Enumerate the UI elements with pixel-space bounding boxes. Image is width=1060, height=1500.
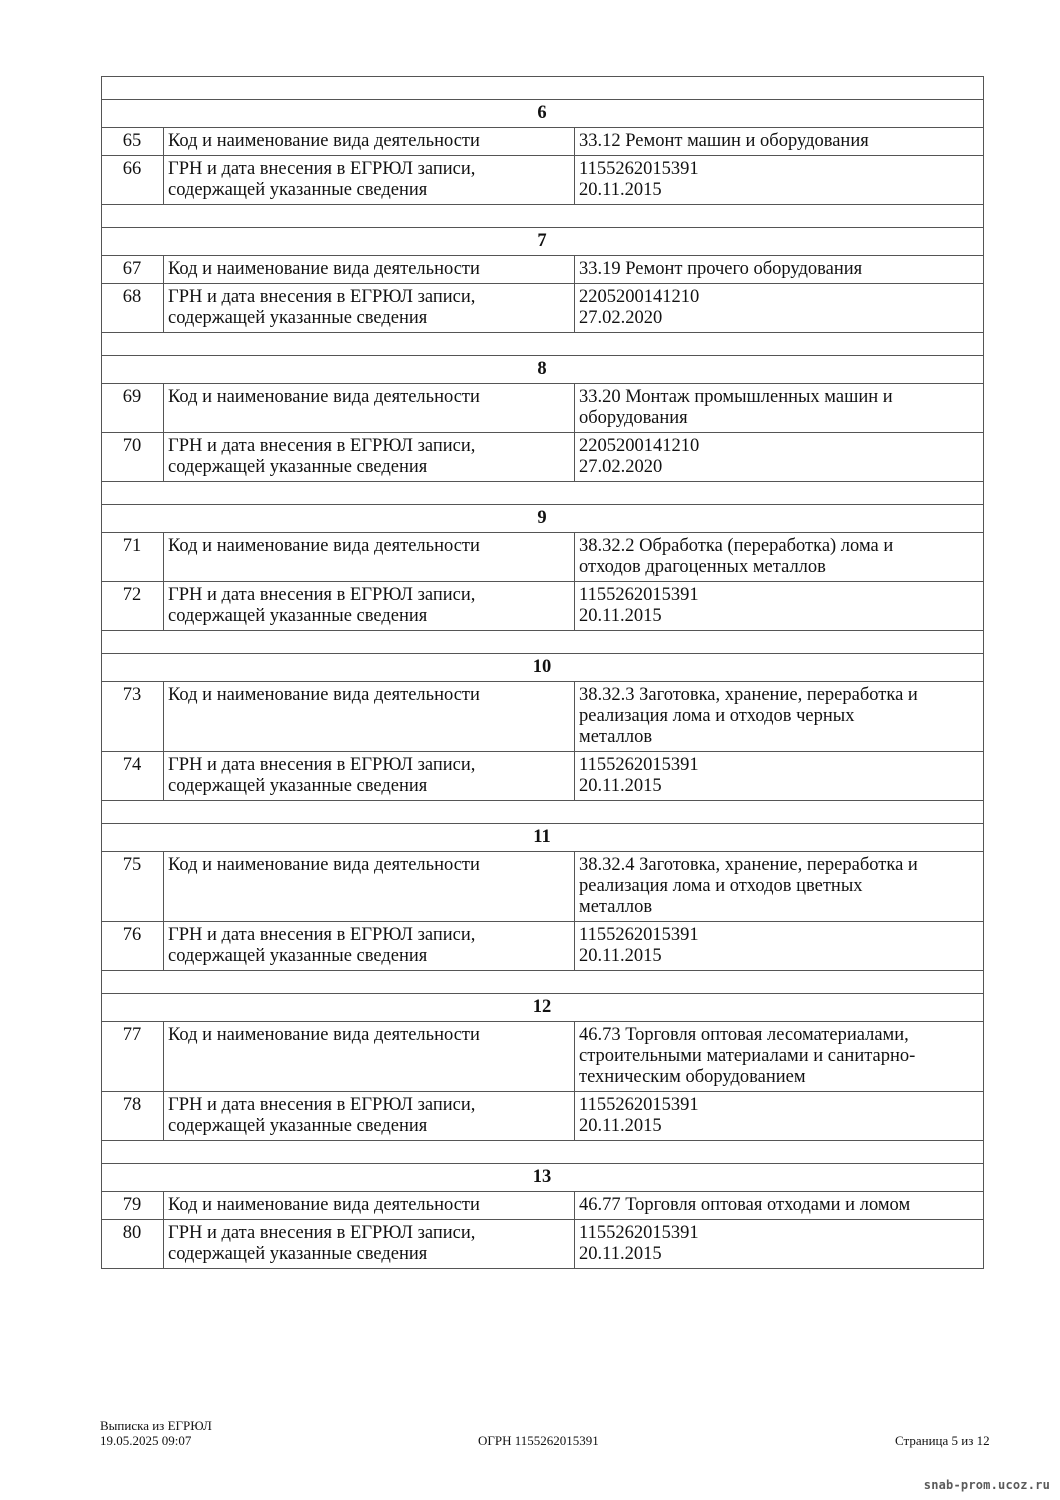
section-header-row bbox=[102, 356, 984, 384]
table-row bbox=[102, 284, 984, 333]
section-number: 6 bbox=[102, 100, 984, 128]
field-name: Код и наименование вида деятельности bbox=[164, 384, 575, 433]
value-line: 33.20 Монтаж промышленных машин и bbox=[579, 387, 893, 407]
field-value: 46.77 Торговля оптовая отходами и ломом bbox=[575, 1192, 984, 1220]
field-value bbox=[575, 752, 984, 801]
field-name-line: содержащей указанные сведения bbox=[168, 776, 428, 796]
field-value bbox=[575, 682, 984, 752]
row-number: 78 bbox=[102, 1092, 164, 1141]
row-number: 69 bbox=[102, 384, 164, 433]
spacer-row bbox=[102, 971, 984, 994]
table-row bbox=[102, 682, 984, 752]
section-number: 8 bbox=[102, 356, 984, 384]
grn-value: 1155262015391 bbox=[579, 585, 699, 605]
value-line: 38.32.3 Заготовка, хранение, переработка и bbox=[579, 685, 918, 705]
value-line: отходов драгоценных металлов bbox=[579, 557, 826, 577]
table-row bbox=[102, 256, 984, 284]
row-number: 71 bbox=[102, 533, 164, 582]
table-row bbox=[102, 1192, 984, 1220]
section-number: 7 bbox=[102, 228, 984, 256]
field-value bbox=[575, 533, 984, 582]
field-name bbox=[164, 156, 575, 205]
value-line: техническим оборудованием bbox=[579, 1067, 806, 1087]
value-line: 38.32.4 Заготовка, хранение, переработка и bbox=[579, 855, 918, 875]
field-name: Код и наименование вида деятельности bbox=[164, 533, 575, 582]
field-value bbox=[575, 384, 984, 433]
field-name bbox=[164, 1092, 575, 1141]
field-name-line: ГРН и дата внесения в ЕГРЮЛ записи, bbox=[168, 585, 476, 605]
date-value: 20.11.2015 bbox=[579, 180, 662, 200]
field-value bbox=[575, 582, 984, 631]
field-name: Код и наименование вида деятельности bbox=[164, 256, 575, 284]
table-row bbox=[102, 128, 984, 156]
date-value: 20.11.2015 bbox=[579, 776, 662, 796]
spacer-row bbox=[102, 631, 984, 654]
field-name: Код и наименование вида деятельности bbox=[164, 852, 575, 922]
spacer-row bbox=[102, 801, 984, 824]
row-number: 68 bbox=[102, 284, 164, 333]
grn-value: 1155262015391 bbox=[579, 755, 699, 775]
grn-value: 1155262015391 bbox=[579, 159, 699, 179]
table-row bbox=[102, 852, 984, 922]
row-number: 79 bbox=[102, 1192, 164, 1220]
egrul-activities-table bbox=[101, 76, 984, 1269]
value-line: металлов bbox=[579, 727, 653, 747]
field-name-line: ГРН и дата внесения в ЕГРЮЛ записи, bbox=[168, 925, 476, 945]
field-name: Код и наименование вида деятельности bbox=[164, 682, 575, 752]
field-name-line: содержащей указанные сведения bbox=[168, 180, 428, 200]
table-row bbox=[102, 433, 984, 482]
field-value bbox=[575, 433, 984, 482]
section-number: 10 bbox=[102, 654, 984, 682]
footer-datetime: 19.05.2025 09:07 bbox=[100, 1433, 192, 1448]
site-watermark: snab-prom.ucoz.ru bbox=[923, 1478, 1050, 1492]
grn-value: 1155262015391 bbox=[579, 1223, 699, 1243]
row-number: 70 bbox=[102, 433, 164, 482]
value-line: реализация лома и отходов черных bbox=[579, 706, 855, 726]
section-header-row bbox=[102, 505, 984, 533]
value-line: строительными материалами и санитарно- bbox=[579, 1046, 916, 1066]
table-row bbox=[102, 1092, 984, 1141]
footer-page-number: Страница 5 из 12 bbox=[895, 1433, 990, 1448]
date-value: 20.11.2015 bbox=[579, 1116, 662, 1136]
value-line: 38.32.2 Обработка (переработка) лома и bbox=[579, 536, 894, 556]
field-name-line: содержащей указанные сведения bbox=[168, 606, 428, 626]
section-number: 13 bbox=[102, 1164, 984, 1192]
date-value: 27.02.2020 bbox=[579, 457, 663, 477]
row-number: 73 bbox=[102, 682, 164, 752]
field-name bbox=[164, 433, 575, 482]
field-name-line: содержащей указанные сведения bbox=[168, 946, 428, 966]
field-name bbox=[164, 1220, 575, 1269]
field-value bbox=[575, 922, 984, 971]
field-name: Код и наименование вида деятельности bbox=[164, 128, 575, 156]
field-value bbox=[575, 1092, 984, 1141]
table-row bbox=[102, 582, 984, 631]
field-name-line: ГРН и дата внесения в ЕГРЮЛ записи, bbox=[168, 159, 476, 179]
table-row bbox=[102, 156, 984, 205]
spacer-row bbox=[102, 333, 984, 356]
section-number: 12 bbox=[102, 994, 984, 1022]
section-header-row bbox=[102, 228, 984, 256]
value-line: 46.73 Торговля оптовая лесоматериалами, bbox=[579, 1025, 909, 1045]
row-number: 77 bbox=[102, 1022, 164, 1092]
section-header-row bbox=[102, 654, 984, 682]
section-header-row bbox=[102, 824, 984, 852]
date-value: 20.11.2015 bbox=[579, 606, 662, 626]
row-number: 75 bbox=[102, 852, 164, 922]
field-name bbox=[164, 582, 575, 631]
spacer-row bbox=[102, 482, 984, 505]
footer-document-info bbox=[100, 1418, 212, 1448]
field-name-line: ГРН и дата внесения в ЕГРЮЛ записи, bbox=[168, 287, 476, 307]
section-number: 9 bbox=[102, 505, 984, 533]
row-number: 74 bbox=[102, 752, 164, 801]
grn-value: 1155262015391 bbox=[579, 925, 699, 945]
row-number: 66 bbox=[102, 156, 164, 205]
field-value bbox=[575, 1022, 984, 1092]
field-name-line: ГРН и дата внесения в ЕГРЮЛ записи, bbox=[168, 1095, 476, 1115]
value-line: оборудования bbox=[579, 408, 688, 428]
table-row bbox=[102, 1220, 984, 1269]
field-name bbox=[164, 922, 575, 971]
field-value bbox=[575, 1220, 984, 1269]
section-header-row bbox=[102, 994, 984, 1022]
field-name-line: содержащей указанные сведения bbox=[168, 1244, 428, 1264]
field-value bbox=[575, 852, 984, 922]
footer-ogrn: ОГРН 1155262015391 bbox=[478, 1433, 599, 1448]
value-line: металлов bbox=[579, 897, 653, 917]
grn-value: 2205200141210 bbox=[579, 436, 700, 456]
field-value bbox=[575, 156, 984, 205]
field-name-line: ГРН и дата внесения в ЕГРЮЛ записи, bbox=[168, 436, 476, 456]
spacer-row bbox=[102, 205, 984, 228]
field-name-line: содержащей указанные сведения bbox=[168, 1116, 428, 1136]
field-name-line: содержащей указанные сведения bbox=[168, 308, 428, 328]
table-row bbox=[102, 384, 984, 433]
field-value bbox=[575, 284, 984, 333]
field-name-line: содержащей указанные сведения bbox=[168, 457, 428, 477]
spacer-row bbox=[102, 77, 984, 100]
field-name bbox=[164, 752, 575, 801]
field-name-line: ГРН и дата внесения в ЕГРЮЛ записи, bbox=[168, 755, 476, 775]
table-row bbox=[102, 752, 984, 801]
table-row bbox=[102, 922, 984, 971]
date-value: 20.11.2015 bbox=[579, 1244, 662, 1264]
spacer-row bbox=[102, 1141, 984, 1164]
table-row bbox=[102, 1022, 984, 1092]
field-value: 33.12 Ремонт машин и оборудования bbox=[575, 128, 984, 156]
row-number: 67 bbox=[102, 256, 164, 284]
section-header-row bbox=[102, 100, 984, 128]
row-number: 65 bbox=[102, 128, 164, 156]
field-name bbox=[164, 284, 575, 333]
section-number: 11 bbox=[102, 824, 984, 852]
field-name: Код и наименование вида деятельности bbox=[164, 1022, 575, 1092]
grn-value: 1155262015391 bbox=[579, 1095, 699, 1115]
field-name: Код и наименование вида деятельности bbox=[164, 1192, 575, 1220]
value-line: реализация лома и отходов цветных bbox=[579, 876, 863, 896]
field-name-line: ГРН и дата внесения в ЕГРЮЛ записи, bbox=[168, 1223, 476, 1243]
footer-doc-title: Выписка из ЕГРЮЛ bbox=[100, 1418, 212, 1433]
date-value: 20.11.2015 bbox=[579, 946, 662, 966]
row-number: 72 bbox=[102, 582, 164, 631]
date-value: 27.02.2020 bbox=[579, 308, 663, 328]
table-row bbox=[102, 533, 984, 582]
grn-value: 2205200141210 bbox=[579, 287, 700, 307]
row-number: 76 bbox=[102, 922, 164, 971]
section-header-row bbox=[102, 1164, 984, 1192]
field-value: 33.19 Ремонт прочего оборудования bbox=[575, 256, 984, 284]
row-number: 80 bbox=[102, 1220, 164, 1269]
